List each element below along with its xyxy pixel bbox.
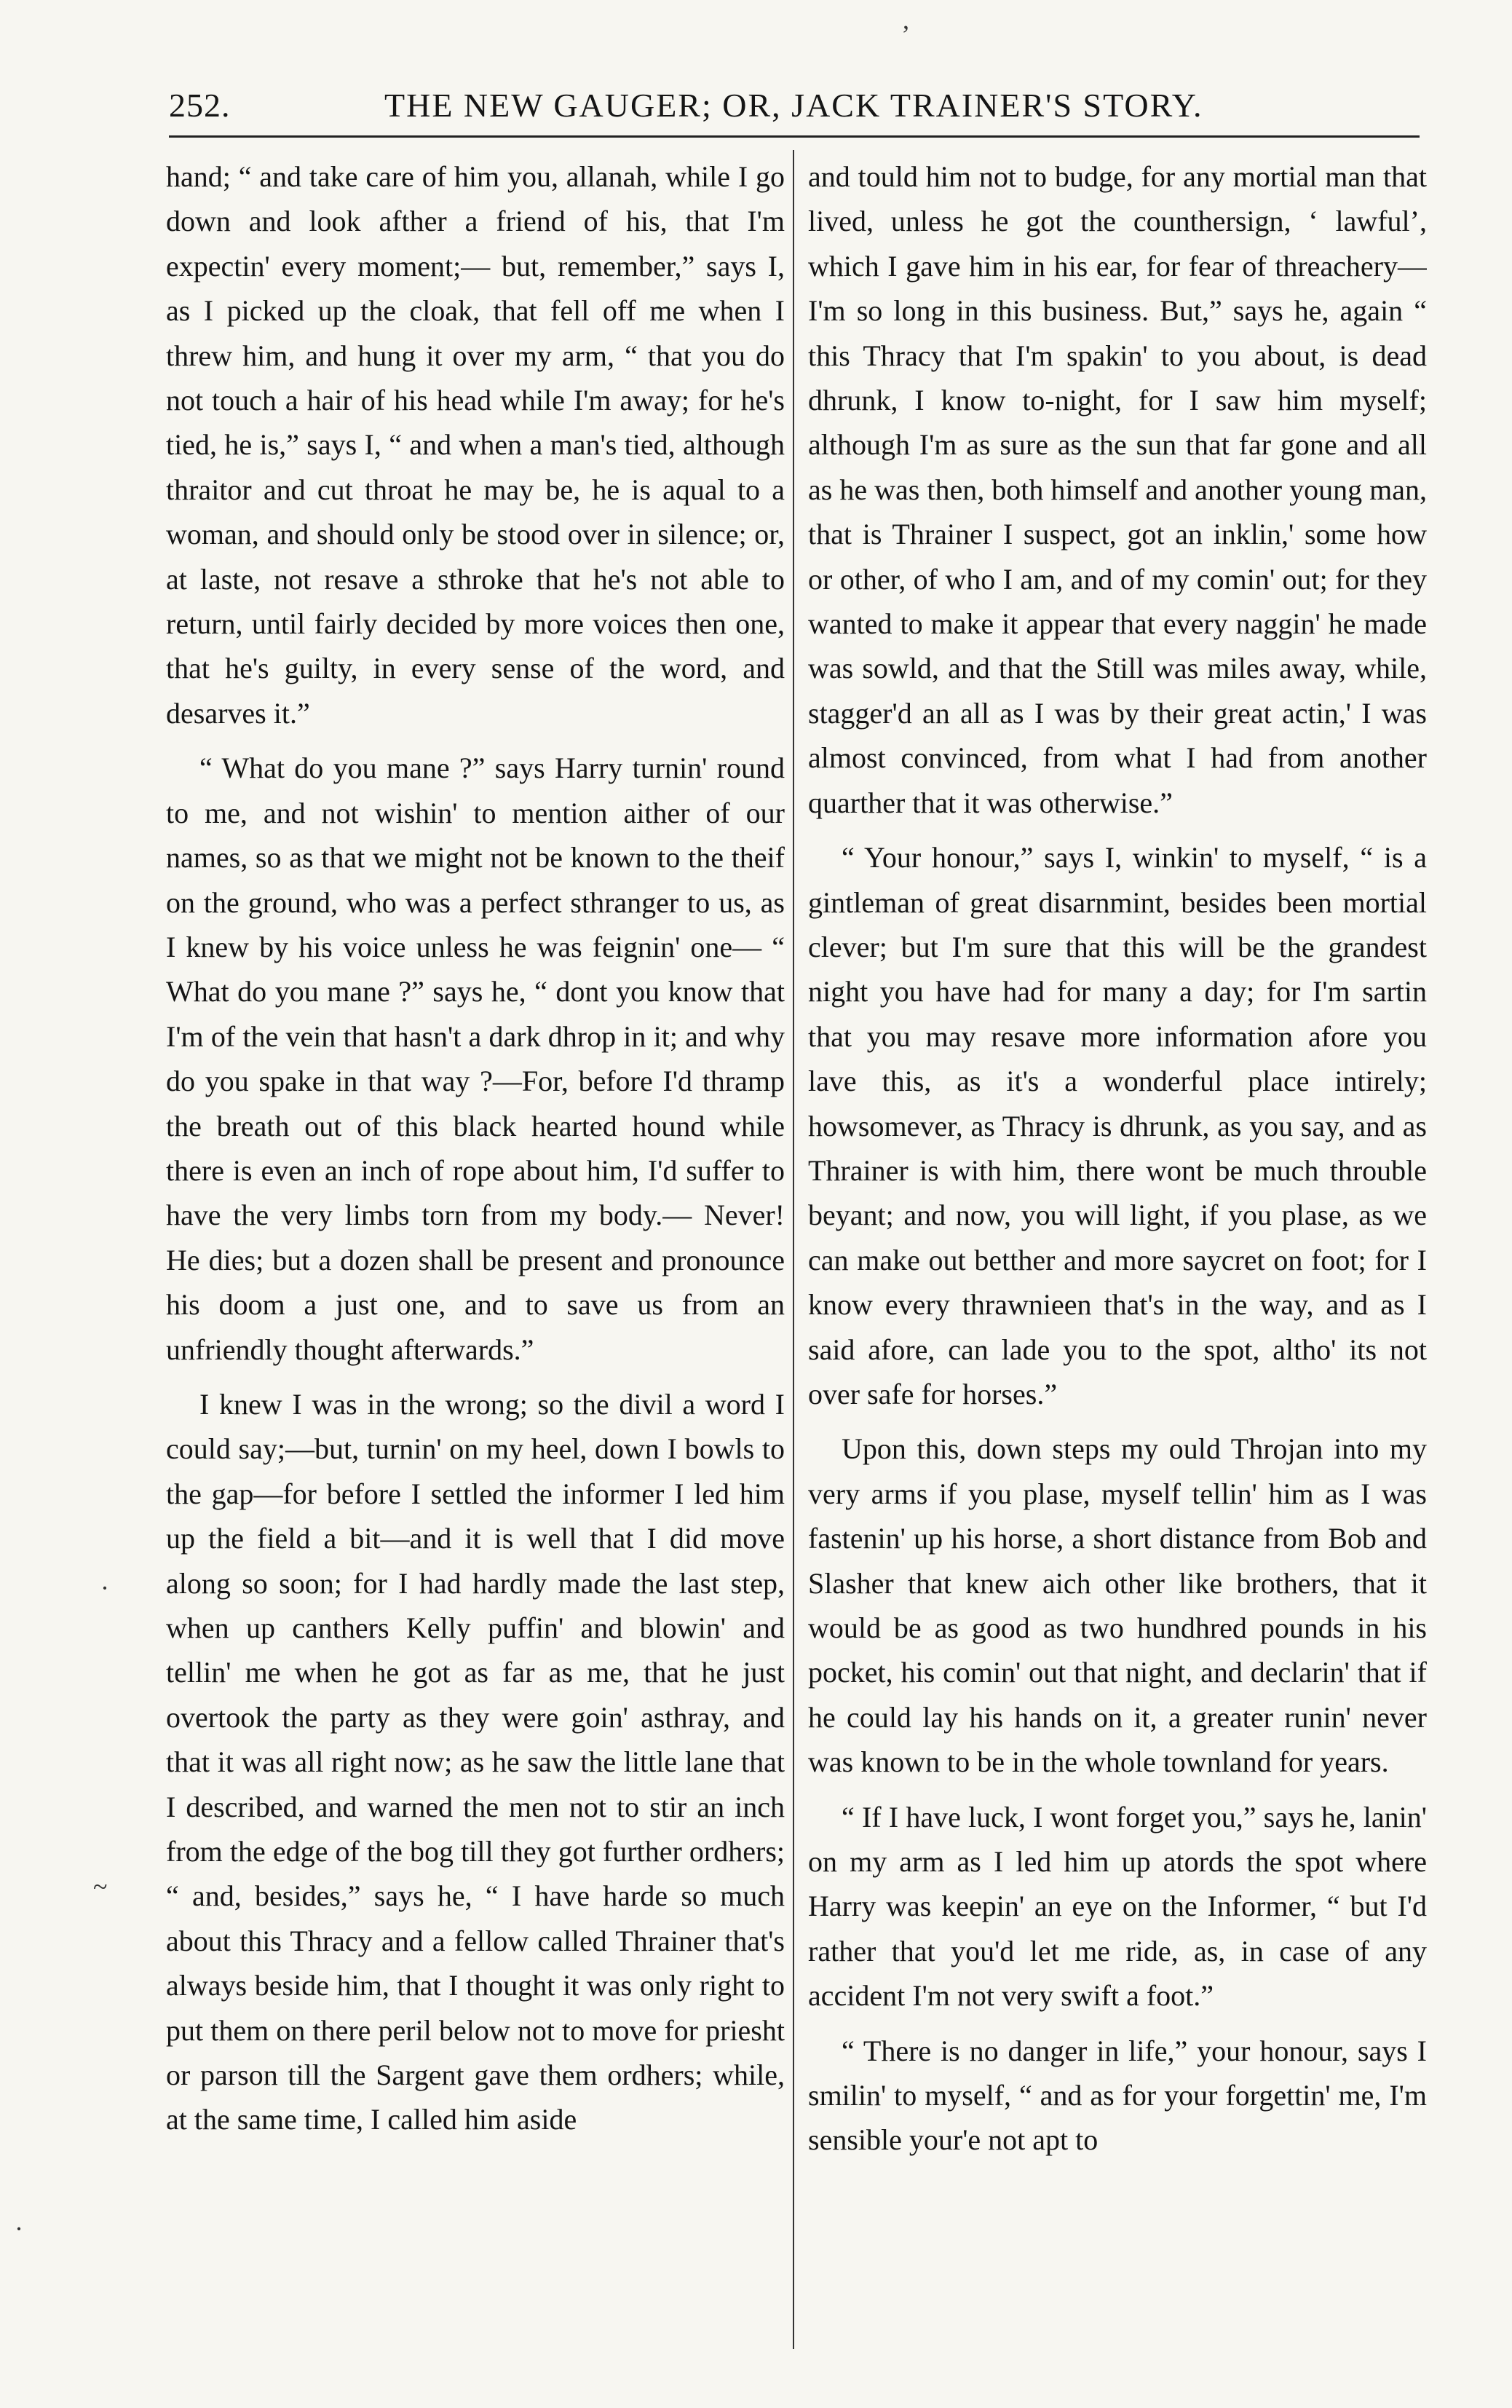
- right-column: [808, 154, 1427, 2339]
- left-column: [166, 154, 785, 2339]
- paragraph: Upon this, down steps my ould Throjan into my very arms if you plase, myself tellin' him as I was fastenin' up his horse, a short distance from Bob and Slasher that knew aich other like brothers, that it would be as good as two hundhred pounds in his pocket, his comin' out that night, and declarin' that if he could lay his hands on it, a greater runin' never was known to be in the whole townland for years.: [808, 1432, 1427, 1779]
- column-divider: [793, 150, 794, 2349]
- paragraph: and tould him not to budge, for any mortial man that lived, unless he got the counthersign, ‘ lawful’, which I gave him in his ear, for fear of threachery—I'm so long in this business. But,” says he, again “ this Thracy that I'm spakin' to you about, is dead dhrunk, I know to-night, for I saw him myself; although I'm as sure as the sun that far gone and all as he was then, both himself and another young man, that is Thrainer I suspect, got an inklin,' some how or other, of who I am, and of my comin' out; for they wanted to make it appear that every naggin' he made was sowld, and that the Still was miles away, while, stagger'd an all as I was by their great actin,' I was almost convinced, from what I had from another quarther that it was otherwise.”: [808, 160, 1427, 819]
- page-header: [169, 86, 1421, 133]
- paragraph: “ Your honour,” says I, winkin' to myself, “ is a gintleman of great disarnmint, besides been mortial clever; but I'm sure that this will be the grandest night you have had for many a day; for I'm sartin that you may resave more information afore you lave this, as it's a wonderful place intirely; howsomever, as Thracy is dhrunk, as you say, and as Thrainer is with him, there wont be much throuble beyant; and now, you will light, if you plase, as we can make out betther and more saycret on foot; for I know every thrawnieen that's in the way, and as I said afore, can lade you to the spot, altho' its not over safe for horses.”: [808, 841, 1427, 1410]
- running-title: THE NEW GAUGER; OR, JACK TRAINER'S STORY.: [384, 87, 1203, 124]
- header-rule: [169, 135, 1420, 138]
- margin-mark-left-2: ~: [93, 1872, 108, 1901]
- paragraph: “ If I have luck, I wont forget you,” says he, lanin' on my arm as I led him up atords the spot where Harry was keepin' an eye on the Informer, “ but I'd rather that you'd let me ride, as, in case of any accident I'm not very swift a foot.”: [808, 1800, 1427, 2013]
- margin-mark-left-3: ·: [15, 2214, 23, 2243]
- paragraph: “ What do you mane ?” says Harry turnin' round to me, and not wishin' to mention aither of our names, so as that we might not be known to the theif on the ground, who was a perfect sthranger to us, as I knew by his voice unless he was feignin' one— “ What do you mane ?” says he, “ dont you know that I'm of the vein that hasn't a dark dhrop in it; and why do you spake in that way ?—For, before I'd thramp the breath out of this black hearted hound while there is even an inch of rope about him, I'd suffer to have the very limbs torn from my body.— Never! He dies; but a dozen shall be present and pronounce his doom a just one, and to save us from an unfriendly thought afterwards.”: [166, 751, 785, 1366]
- margin-mark-top: ,: [903, 5, 909, 34]
- paragraph: “ There is no danger in life,” your honour, says I smilin' to myself, “ and as for your forgettin' me, I'm sensible your'e not apt to: [808, 2034, 1427, 2157]
- page-number: 252.: [169, 87, 231, 124]
- margin-mark-left-1: ·: [100, 1574, 109, 1603]
- paragraph: I knew I was in the wrong; so the divil a word I could say;—but, turnin' on my heel, down I bowls to the gap—for before I settled the informer I led him up the field a bit—and it is well that I did move along so soon; for I had hardly made the last step, when up canthers Kelly puffin' and blowin' and tellin' me when he got as far as me, that he just overtook the party as they were goin' asthray, and that it was all right now; as he saw the little lane that I described, and warned the men not to stir an inch from the edge of the bog till they got further ordhers; “ and, besides,” says he, “ I have harde so much about this Thracy and a fellow called Thrainer that's always beside him, that I thought it was only right to put them on there peril below not to move for priesht or parson till the Sargent gave them ordhers; while, at the same time, I called him aside: [166, 1387, 785, 2136]
- paragraph: hand; “ and take care of him you, allanah, while I go down and look afther a friend of his, that I'm expectin' every moment;— but, remember,” says I, as I picked up the cloak, that fell off me when I threw him, and hung it over my arm, “ that you do not touch a hair of his head while I'm away; for he's tied, he is,” says I, “ and when a man's tied, although thraitor and cut throat he may be, he is aqual to a woman, and should only be stood over in silence; or, at laste, not resave a sthroke that he's not able to return, until fairly decided by more voices then one, that he's guilty, in every sense of the word, and desarves it.”: [166, 160, 785, 730]
